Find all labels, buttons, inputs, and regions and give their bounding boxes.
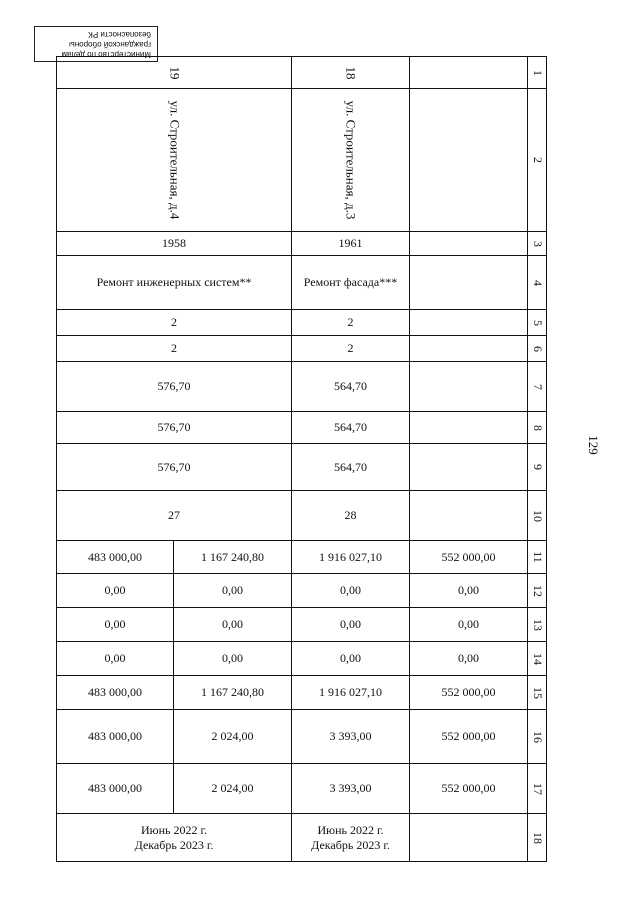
stamp-line: гражданской обороны (69, 40, 151, 49)
table-row (57, 310, 546, 336)
building-address: ул. Строительная, д.4 (167, 100, 182, 220)
cost-value: 483 000,00 (57, 764, 174, 813)
repair-type: Ремонт инженерных систем** (57, 256, 292, 309)
table-row (57, 256, 546, 310)
row-number: 8 (531, 424, 545, 431)
table-row (57, 676, 546, 710)
row-number: 18 (531, 831, 545, 844)
cost-value: 0,00 (292, 574, 410, 607)
cost-value: 0,00 (410, 574, 528, 607)
row-number: 15 (531, 686, 545, 699)
cost-value: 0,00 (57, 574, 174, 607)
cost-value: 552 000,00 (410, 710, 528, 763)
row-number: 9 (531, 464, 545, 470)
row-number: 5 (531, 319, 545, 326)
row-number: 7 (531, 383, 545, 390)
table-row (57, 89, 546, 232)
area-value: 576,70 (57, 444, 292, 490)
period-start: Июнь 2022 г. (140, 822, 208, 837)
area-value: 564,70 (292, 444, 410, 490)
table-row (57, 444, 546, 491)
table-row (57, 608, 546, 642)
area-value: 576,70 (57, 412, 292, 443)
area-value: 564,70 (292, 412, 410, 443)
table-row (57, 412, 546, 444)
building-number: 19 (167, 66, 182, 79)
row-number: 17 (531, 782, 545, 795)
cost-value: 3 393,00 (292, 710, 410, 763)
table-row (57, 57, 546, 89)
row-number: 10 (531, 509, 545, 522)
cost-value: 0,00 (57, 642, 174, 675)
row-number: 13 (531, 618, 545, 631)
cost-value: 483 000,00 (57, 710, 174, 763)
build-year: 1958 (57, 232, 292, 255)
table-row (57, 541, 546, 574)
repair-period (292, 814, 410, 861)
cost-value: 483 000,00 (57, 541, 174, 573)
cost-value: 0,00 (410, 608, 528, 641)
building-address: ул. Строительная, д.3 (343, 100, 359, 220)
cost-value: 1 916 027,10 (292, 676, 410, 709)
stamp-line: Министерство по делам (61, 50, 151, 59)
cost-value: 0,00 (174, 608, 292, 641)
cost-value: 552 000,00 (410, 764, 528, 813)
row-number: 3 (531, 240, 545, 247)
cost-value: 483 000,00 (57, 676, 174, 709)
cost-value: 1 167 240,80 (174, 676, 292, 709)
cell-value: 2 (292, 336, 410, 361)
cell-value: 2 (292, 310, 410, 335)
row-number: 4 (531, 279, 545, 286)
cost-value: 0,00 (292, 608, 410, 641)
cost-value: 0,00 (292, 642, 410, 675)
repair-period (57, 814, 292, 861)
table-row (57, 491, 546, 541)
cost-value: 1 916 027,10 (292, 541, 410, 573)
cost-value: 3 393,00 (292, 764, 410, 813)
cost-value: 2 024,00 (174, 710, 292, 763)
period-end: Декабрь 2023 г. (134, 837, 214, 852)
row-number: 1 (531, 69, 545, 76)
data-table (56, 56, 547, 862)
table-row (57, 336, 546, 362)
cell-value: 2 (57, 310, 292, 335)
row-number: 14 (531, 652, 545, 665)
cost-value: 552 000,00 (410, 676, 528, 709)
cost-value: 552 000,00 (410, 541, 528, 573)
table-row (57, 362, 546, 412)
build-year: 1961 (292, 232, 410, 255)
row-number: 16 (531, 730, 545, 743)
cost-value: 0,00 (410, 642, 528, 675)
table-row (57, 642, 546, 676)
row-number: 11 (531, 551, 545, 563)
cost-value: 0,00 (174, 574, 292, 607)
cost-value: 0,00 (57, 608, 174, 641)
row-number: 2 (531, 157, 545, 163)
cost-value: 2 024,00 (174, 764, 292, 813)
table-row (57, 814, 546, 861)
cell-value: 2 (57, 336, 292, 361)
page-number: 129 (585, 435, 601, 455)
cost-value: 1 167 240,80 (174, 541, 292, 573)
repair-type: Ремонт фасада*** (292, 256, 410, 309)
row-number: 12 (531, 584, 545, 597)
row-number: 6 (531, 345, 545, 352)
stamp-line: безопасности РК (88, 30, 151, 39)
residents-count: 28 (292, 491, 410, 540)
area-value: 576,70 (57, 362, 292, 411)
residents-count: 27 (57, 491, 292, 540)
table-row (57, 232, 546, 256)
period-end: Декабрь 2023 г. (311, 837, 390, 852)
table-row (57, 574, 546, 608)
period-start: Июнь 2022 г. (317, 822, 384, 837)
area-value: 564,70 (292, 362, 410, 411)
building-number: 18 (343, 66, 359, 79)
cost-value: 0,00 (174, 642, 292, 675)
table-row (57, 710, 546, 764)
table-row (57, 764, 546, 814)
